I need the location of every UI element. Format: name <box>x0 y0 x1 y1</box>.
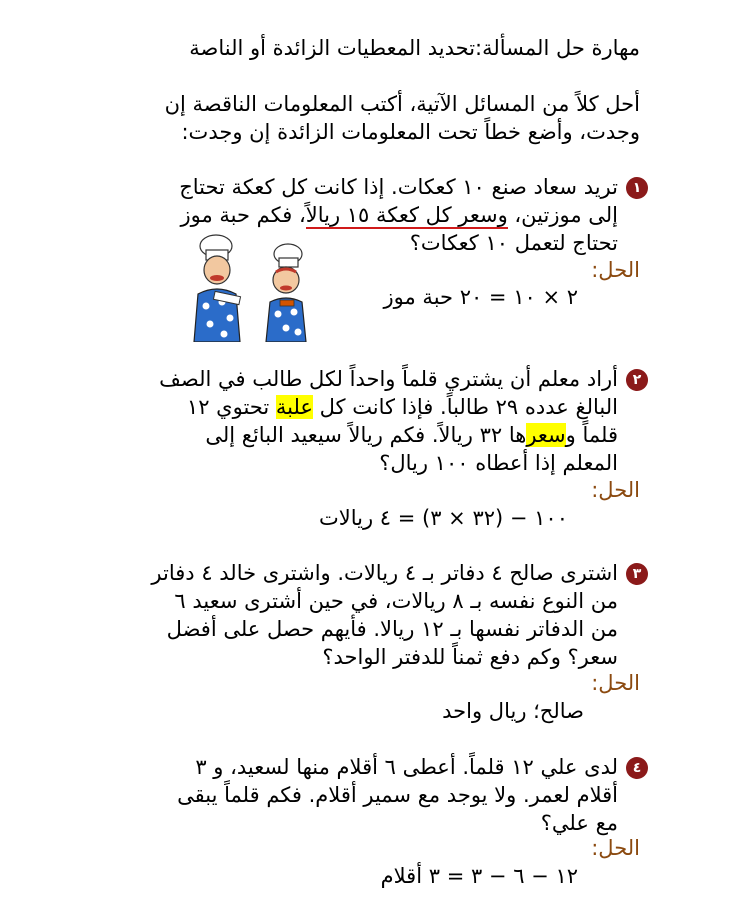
problem-3-line-3: من الدفاتر نفسها بـ ١٢ ريالا. فأيهم حصل على أفضل <box>166 617 618 641</box>
problem-4-line-1: لدى علي ١٢ قلماً. أعطى ٦ أقلام منها لسعيد، و ٣ <box>195 755 618 779</box>
problem-1-line-1: تريد سعاد صنع ١٠ كعكات. إذا كانت كل كعكة تحتاج <box>179 175 618 199</box>
problem-4-answer: ١٢ − ٦ − ٣ = ٣ أقلام <box>380 864 578 888</box>
problem-3-line-4: سعر؟ وكم دفع ثمناً للدفتر الواحد؟ <box>322 645 618 669</box>
solution-label: الحل: <box>591 478 640 502</box>
problem-2-line-2 <box>187 393 618 421</box>
page-title: مهارة حل المسألة:تحديد المعطيات الزائدة أو الناصة <box>189 36 640 60</box>
solution-label: الحل: <box>591 836 640 860</box>
problem-3-line-1: اشترى صالح ٤ دفاتر بـ ٤ ريالات. واشترى خالد ٤ دفاتر <box>151 561 618 585</box>
problem-number-badge: ١ <box>626 177 648 199</box>
problem-1-line-2 <box>181 201 619 229</box>
problem-2-text: البالغ عدده ٢٩ طالباً. فإذا كانت كل <box>312 395 618 419</box>
solution-label: الحل: <box>591 258 640 282</box>
problem-2-text: قلماً و <box>565 423 618 447</box>
instructions-line-2: وجدت، وأضع خطاً تحت المعلومات الزائدة إن وجدت: <box>181 120 640 144</box>
problem-1-answer: ٢ × ١٠ = ٢٠ حبة موز <box>383 285 578 309</box>
problem-4-line-2: أقلام لعمر. ولا يوجد مع سمير أقلام. فكم قلماً يبقى <box>177 783 618 807</box>
extra-info-underline: وسعر كل كعكة ١٥ ريالاً <box>305 203 508 227</box>
problem-4-line-3: مع علي؟ <box>540 811 618 835</box>
problem-2-line-3 <box>205 421 618 449</box>
problem-1-text: ، فكم حبة موز <box>180 203 306 227</box>
problem-number-badge: ٢ <box>626 369 648 391</box>
chefs-illustration-icon <box>186 232 320 342</box>
problem-1-line-3: تحتاج لتعمل ١٠ كعكات؟ <box>409 231 618 255</box>
problem-2-text: تحتوي ١٢ <box>186 395 276 419</box>
problem-2-line-1: أراد معلم أن يشتري قلماً واحداً لكل طالب في الصف <box>159 367 618 391</box>
missing-info-highlight: علبة <box>275 395 313 419</box>
problem-2-text: ها ٣٢ ريالاً. فكم ريالاً سيعيد البائع إلى <box>205 423 527 447</box>
problem-number-badge: ٤ <box>626 757 648 779</box>
problem-3-line-2: من النوع نفسه بـ ٨ ريالات، في حين أشترى سعيد ٦ <box>174 589 618 613</box>
instructions-line-1: أحل كلاً من المسائل الآتية، أكتب المعلومات الناقصة إن <box>164 92 640 116</box>
missing-info-highlight: سعر <box>526 423 566 447</box>
problem-2-line-4: المعلم إذا أعطاه ١٠٠ ريال؟ <box>379 451 618 475</box>
problem-number-badge: ٣ <box>626 563 648 585</box>
problem-1-text: إلى موزتين، <box>507 203 618 227</box>
solution-label: الحل: <box>591 671 640 695</box>
problem-2-answer: ١٠٠ − (٣٢ × ٣) = ٤ ريالات <box>318 506 568 530</box>
problem-3-answer: صالح؛ ريال واحد <box>442 699 584 723</box>
